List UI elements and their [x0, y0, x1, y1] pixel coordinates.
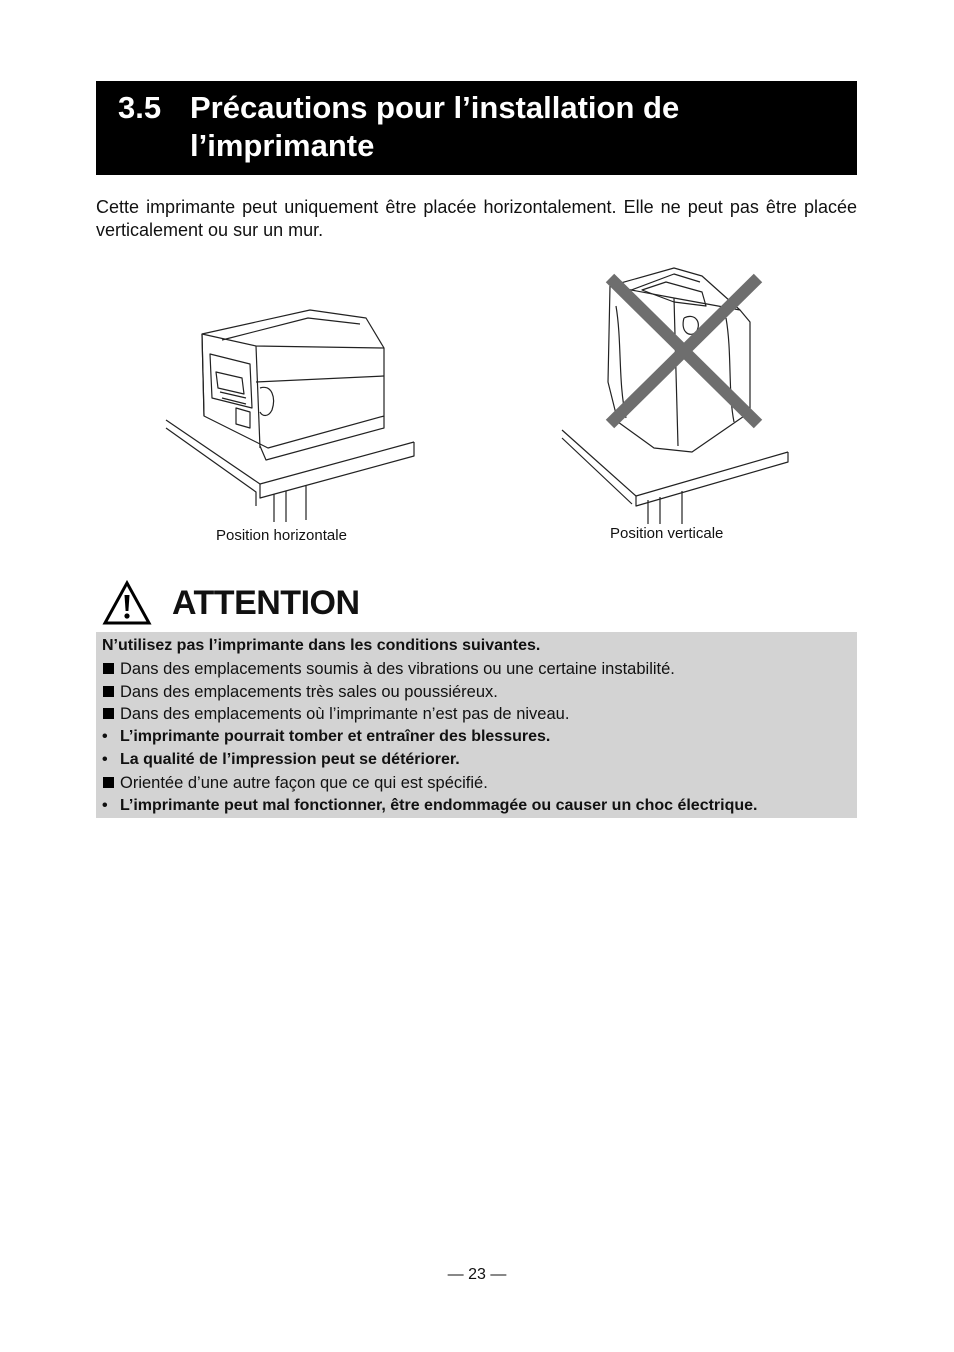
page-number: — 23 —: [447, 1266, 507, 1283]
square-bullet-icon: [103, 686, 114, 697]
vertical-printer-illustration: [556, 262, 796, 524]
dot-bullet-icon: •: [102, 750, 108, 768]
section-number: 3.5: [118, 90, 162, 125]
intro-paragraph: Cette imprimante peut uniquement être placée horizontalement. Elle ne peut pas être placée verticalement ou sur un mur.: [96, 197, 857, 240]
attention-title: ATTENTION: [172, 584, 360, 622]
list-item: • L’imprimante peut mal fonctionner, être endommagée ou causer un choc électrique.: [102, 795, 857, 818]
square-bullet-icon: [103, 663, 114, 674]
vertical-caption: Position verticale: [610, 525, 724, 542]
horizontal-printer-figure: [160, 298, 420, 544]
attention-heading: [96, 576, 857, 632]
dot-bullet-icon: •: [102, 796, 108, 814]
list-item: Dans des emplacements soumis à des vibrations ou une certaine instabilité.: [102, 658, 857, 681]
attention-box: [96, 632, 857, 818]
square-bullet-icon: [103, 708, 114, 719]
list-item: • L’imprimante pourrait tomber et entraîner des blessures.: [102, 726, 857, 749]
vertical-printer-figure: [556, 262, 796, 542]
attention-list: [102, 658, 857, 818]
attention-lead: N’utilisez pas l’imprimante dans les conditions suivantes.: [102, 637, 541, 654]
horizontal-printer-illustration: [160, 298, 420, 528]
horizontal-caption: Position horizontale: [216, 527, 347, 544]
square-bullet-icon: [103, 777, 114, 788]
list-item: • La qualité de l’impression peut se détériorer.: [102, 749, 857, 772]
section-title: Précautions pour l’installation de l’imprimante: [190, 90, 680, 163]
dot-bullet-icon: •: [102, 728, 108, 746]
warning-icon: [102, 580, 152, 626]
list-item: Dans des emplacements très sales ou poussiéreux.: [102, 681, 857, 704]
list-item: Orientée d’une autre façon que ce qui est spécifié.: [102, 772, 857, 795]
section-header: [96, 81, 857, 175]
list-item: Dans des emplacements où l’imprimante n’est pas de niveau.: [102, 703, 857, 726]
